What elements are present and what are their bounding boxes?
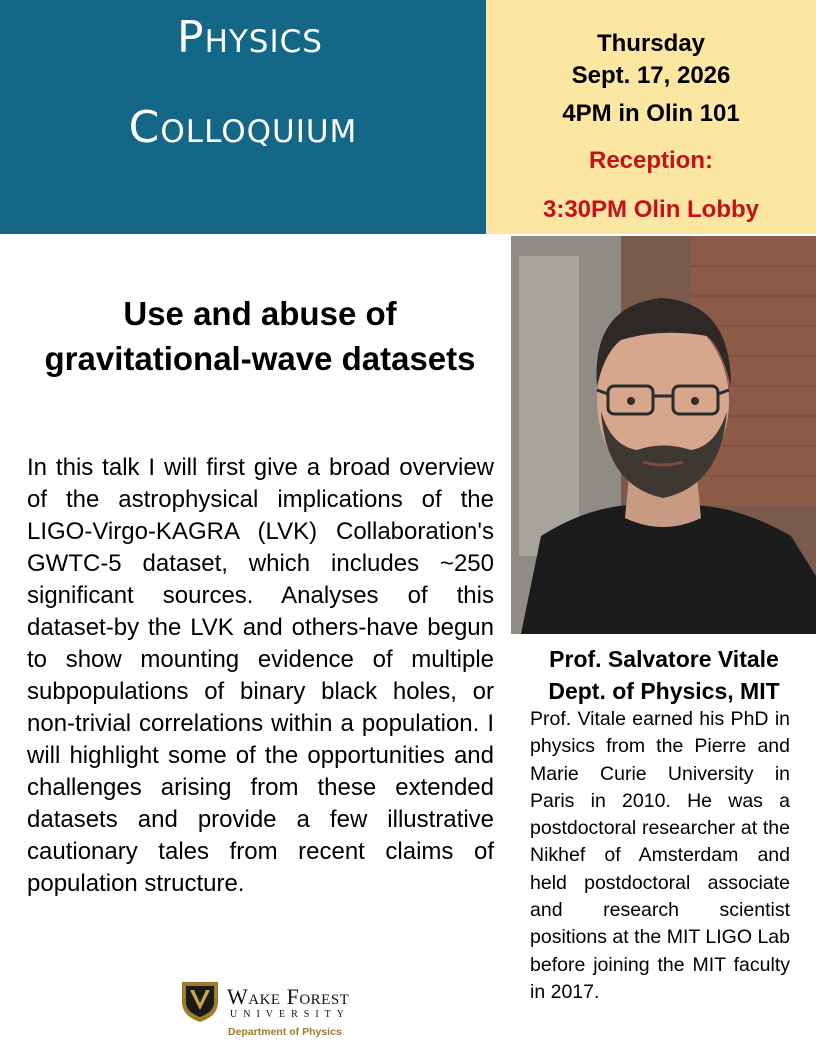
banner-title-colloquium: Colloquium	[128, 102, 358, 153]
speaker-name: Prof. Salvatore Vitale	[549, 646, 779, 672]
wake-forest-logo	[180, 980, 370, 1040]
speaker-affiliation: Dept. of Physics, MIT	[548, 678, 780, 704]
banner-title-physics: Physics	[177, 12, 323, 63]
event-info-panel	[486, 0, 816, 234]
event-date: Sept. 17, 2026	[571, 62, 731, 89]
logo-university-label: UNIVERSITY	[230, 1009, 350, 1020]
event-time-location: 4PM in Olin 101	[562, 100, 740, 127]
reception-details: 3:30PM Olin Lobby	[542, 196, 760, 223]
speaker-portrait	[511, 236, 816, 634]
wfu-shield-icon	[180, 980, 220, 1024]
event-day: Thursday	[596, 30, 706, 57]
talk-title: Use and abuse of gravitational-wave datasets	[44, 295, 476, 377]
speaker-bio: Prof. Vitale earned his PhD in physics from the Pierre and Marie Curie University in Paris in 2010. He was a postdoctoral researcher at the Nikhef of Amsterdam and held postdoctoral associate and research scientist positions at the MIT LIGO Lab before joining the MIT faculty in 2017.	[530, 708, 790, 1003]
reception-label: Reception:	[588, 147, 713, 174]
colloquium-banner	[0, 0, 486, 234]
talk-abstract: In this talk I will first give a broad overview of the astrophysical implications of the LIGO-Virgo-KAGRA (LVK) Collaboration's GWTC-5 dataset, which includes ~250 significant sources. Analyses of this dataset-by the LVK and others-have begun to show mounting evidence of multiple subpopulations of binary black holes, or non-trivial correlations within a population. I will highlight some of the opportunities and challenges arising from these extended datasets and provide a few illustrative cautionary tales from recent claims of population structure.	[27, 454, 494, 897]
logo-university-name: Wake Forest	[227, 984, 350, 1009]
speaker-name-block	[512, 643, 816, 707]
logo-department: Department of Physics	[228, 1026, 342, 1038]
